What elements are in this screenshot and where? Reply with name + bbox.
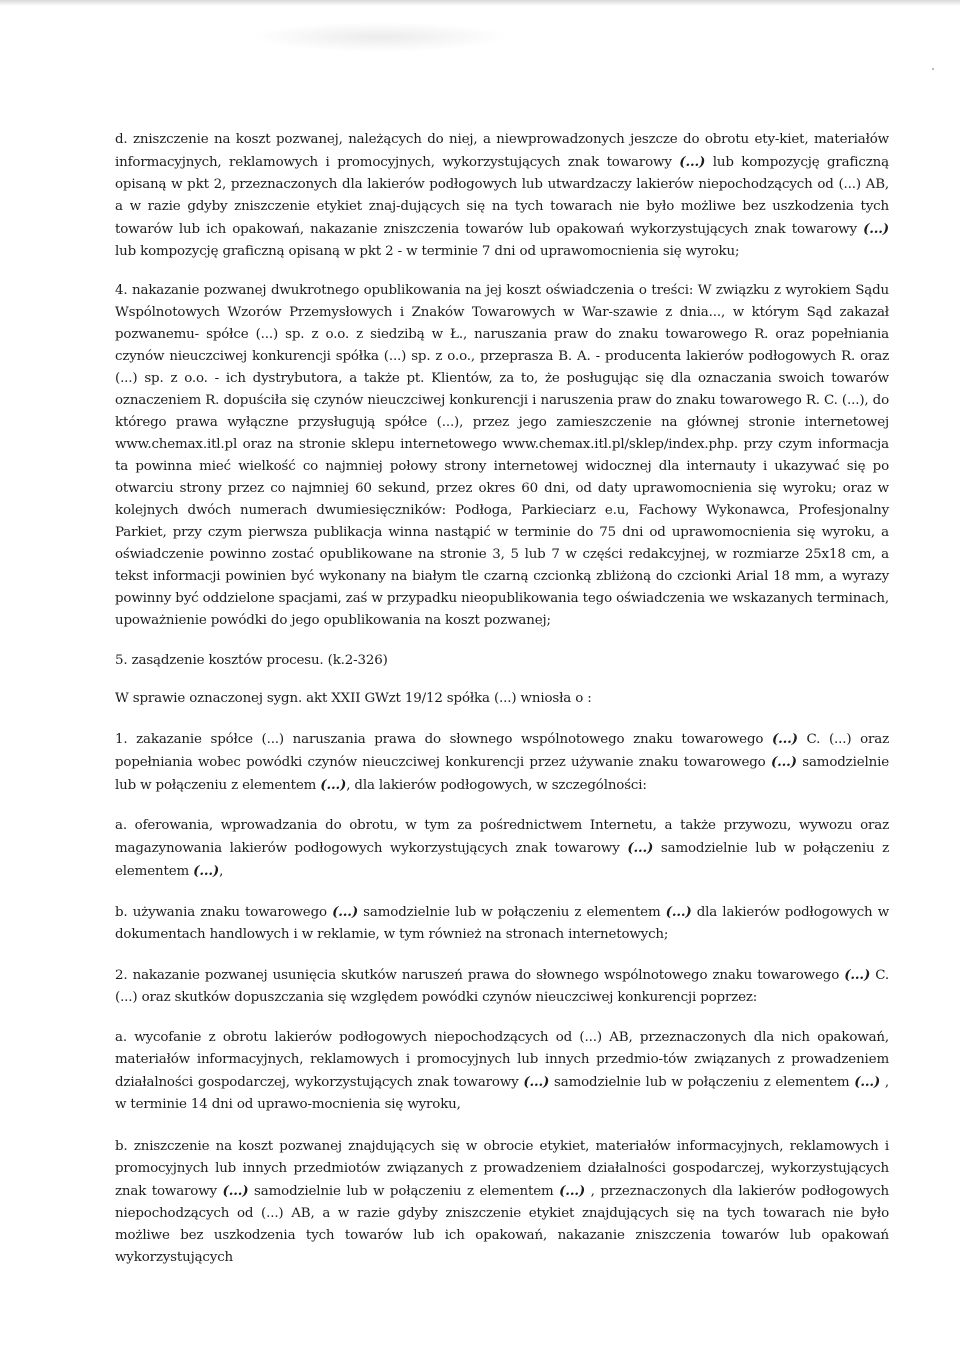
redaction-marker: (...): [665, 904, 692, 920]
paragraph-2a: [115, 1027, 889, 1116]
text-segment: C. (...) oraz popełniania wobec powódki czynów nieuczciwej konkurencji przez używanie znaku towarowego: [115, 732, 889, 770]
paragraph-sygn: [115, 688, 889, 710]
redaction-marker: (...): [770, 754, 797, 770]
text-segment: dla lakierów podłogowych w dokumentach handlowych i w reklamie, w tym również na stronach internetowych;: [115, 905, 889, 942]
paragraph-4: [115, 280, 889, 632]
redaction-marker: (...): [771, 731, 798, 747]
text-segment: samodzielnie lub w połączeniu z elementem: [358, 905, 666, 920]
text-segment: 1. zakazanie spółce (...) naruszania prawa do słownego wspólnotowego znaku towarowego: [115, 732, 772, 747]
text-segment: samodzielnie lub w połączeniu z elementem: [248, 1184, 560, 1199]
paragraph-5: [115, 650, 889, 672]
redaction-marker: (...): [627, 840, 654, 856]
scan-dot: [932, 68, 934, 70]
redaction-marker: (...): [559, 1183, 586, 1199]
paragraph-1: [115, 728, 889, 797]
redaction-marker: (...): [222, 1183, 249, 1199]
document-body: [115, 129, 889, 1269]
paragraph-1a: [115, 815, 889, 883]
text-segment: b. zniszczenie na koszt pozwanej znajdujących się w obrocie etykiet, materiałów informacyjnych, reklamowych i promocyjnych lub innych przedmiotów związanych z prowadzeniem działalności gospodarczej, wykorzystujących znak towarowy: [115, 1139, 889, 1199]
text-segment: lub kompozycję graficzną opisaną w pkt 2, przeznaczonych dla lakierów podłogowych lub utwardzaczy lakierów niepochodzących od (...) AB, a w razie gdyby zniszczenie etykiet znaj-dujących się na tych towarach nie było możliwe bez uszkodzenia tych towarów lub ich opakowań, nakazanie zniszczenia towarów lub opakowań wykorzystujących znak towarowy: [115, 155, 889, 237]
paragraph-d: [115, 129, 889, 263]
redaction-marker: (...): [863, 221, 889, 237]
text-segment: a. wycofanie z obrotu lakierów podłogowych niepochodzących od (...) AB, przeznaczonych dla nich opakowań, materiałów informacyjnych, reklamowych i promocyjnych lub innych przedmio-tów związanych z prowadzeniem działalności gospodarczej, wykorzystujących znak towarowy: [115, 1030, 889, 1090]
text-segment: , dla lakierów podłogowych, w szczególności:: [346, 778, 647, 793]
paragraph-1b: [115, 901, 889, 946]
text-segment: lub kompozycję graficzną opisaną w pkt 2 - w terminie 7 dni od uprawomocnienia się wyroku;: [115, 244, 740, 259]
text-segment: , przeznaczonych dla lakierów podłogowych niepochodzących od (...) AB, a w razie gdyby zniszczenie etykiet znajdujących się na tych towarach nie było możliwe bez uszkodzenia tych towarów lub ich opakowań, nakazanie zniszczenia towarów lub opakowań wykorzystujących: [115, 1184, 889, 1265]
redaction-marker: (...): [844, 967, 871, 983]
redaction-marker: (...): [193, 863, 220, 879]
redaction-marker: (...): [523, 1074, 550, 1090]
redaction-marker: (...): [320, 777, 347, 793]
text-segment: W sprawie oznaczonej sygn. akt XXII GWzt 19/12 spółka (...) wniosła o :: [115, 691, 592, 706]
text-segment: C. (...) oraz skutków dopuszczania się względem powódki czynów nieuczciwej konkurencji poprzez:: [115, 968, 889, 1005]
paragraph-2b: [115, 1136, 889, 1269]
text-segment: 4. nakazanie pozwanej dwukrotnego opublikowania na jej koszt oświadczenia o treści: W związku z wyrokiem Sądu Wspólnotowych Wzorów Przemysłowych i Znaków Towarowych w War-szawie z dnia..., w którym Sąd zakazał pozwanemu- spółce (...) sp. z o.o. z siedzibą w Ł., naruszania praw do znaku towarowego R. oraz popełniania czynów nieuczciwej konkurencji spółka (...) sp. z o.o., przeprasza B. A. - producenta lakierów podłogowych R. oraz (...) sp. z o.o. - ich dystrybutora, a także pt. Klientów, za to, że posługując się dla oznaczania swoich towarów oznaczeniem R. dopuściła się czynów nieuczciwej konkurencji i naruszenia praw do znaku towarowego R. C. (...), do którego prawa wyłączne przysługują spółce (...), przez jego zamieszczenie na głównej stronie internetowej www.chemax.itl.pl oraz na stronie sklepu internetowego www.chemax.itl.pl/sklep/index.php. przy czym informacja ta powinna mieć wielkość co najmniej połowy strony internetowej widocznej dla internauty i ukazywać się po otwarciu strony przez co najmniej 60 sekund, przez okres 60 dni, od daty uprawomocnienia się wyroku; oraz w kolejnych dwóch numerach dwumiesięczników: Podłoga, Parkieciarz e.u, Fachowy Wykonawca, Profesjonalny Parkiet, przy czym pierwsza publikacja winna nastąpić w terminie do 75 dni od uprawomocnienia się wyroku, a oświadczenie powinno zostać opublikowane na stronie 3, 5 lub 7 w części redakcyjnej, w rozmiarze 25x18 cm, a tekst informacji powinien być wykonany na białym tle czarną czcionką zbliżoną do czcionki Arial 18 mm, a wyrazy powinny być oddzielone spacjami, zaś w przypadku nieopublikowania tego oświadczenia we wskazanych terminach, upoważnienie powódki do jego opublikowania na koszt pozwanej;: [115, 283, 889, 628]
redaction-marker: (...): [679, 154, 706, 170]
text-segment: d. zniszczenie na koszt pozwanej, należących do niej, a niewprowadzonych jeszcze do obrotu ety-kiet, materiałów informacyjnych, reklamowych i promocyjnych, wykorzystujących znak towarowy: [115, 132, 889, 170]
redaction-marker: (...): [854, 1074, 881, 1090]
text-segment: samodzielnie lub w połączeniu z elementem: [115, 841, 889, 879]
text-segment: ,: [219, 864, 224, 879]
text-segment: b. używania znaku towarowego: [115, 905, 333, 920]
scan-top-edge: [0, 0, 960, 6]
text-segment: 5. zasądzenie kosztów procesu. (k.2-326): [115, 653, 388, 668]
text-segment: samodzielnie lub w połączeniu z elementem: [115, 755, 889, 793]
paragraph-2: [115, 964, 889, 1009]
text-segment: a. oferowania, wprowadzania do obrotu, w tym za pośrednictwem Internetu, a także przywozu, wywozu oraz magazynowania lakierów podłogowych wykorzystujących znak towarowy: [115, 818, 889, 856]
text-segment: samodzielnie lub w połączeniu z elementem: [549, 1075, 855, 1090]
scan-smudge: [250, 22, 510, 52]
redaction-marker: (...): [332, 904, 359, 920]
text-segment: 2. nakazanie pozwanej usunięcia skutków naruszeń prawa do słownego wspólnotowego znaku towarowego: [115, 968, 845, 983]
text-segment: , w terminie 14 dni od uprawo-mocnienia się wyroku,: [115, 1075, 889, 1112]
